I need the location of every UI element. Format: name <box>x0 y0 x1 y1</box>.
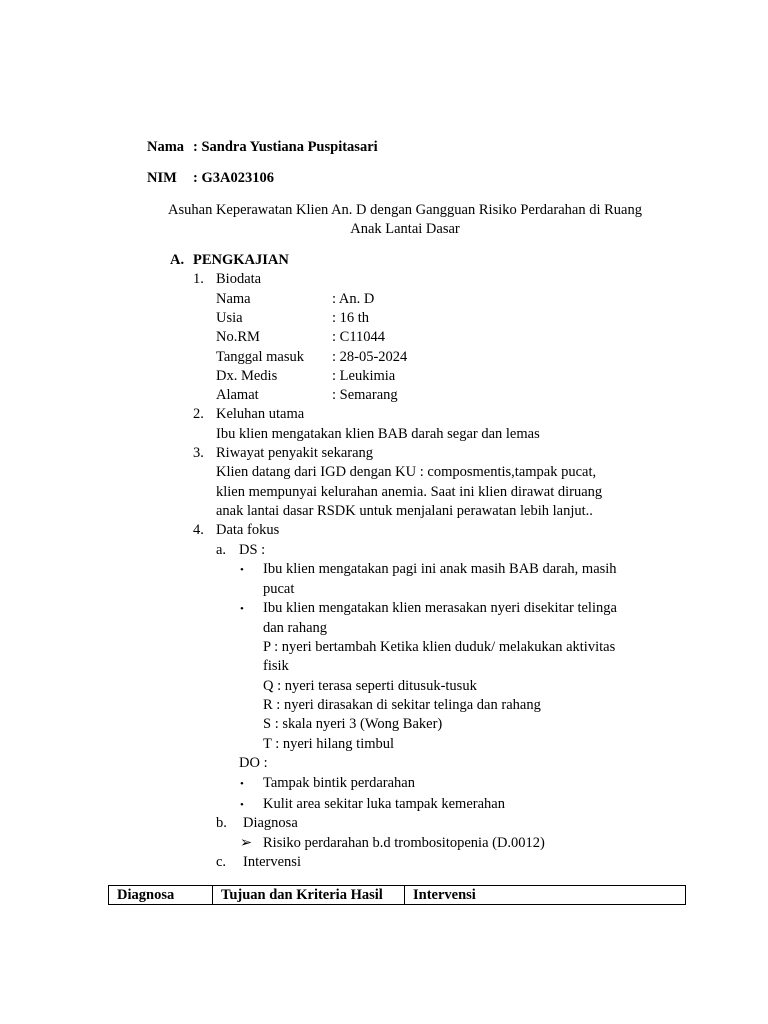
intervensi-heading: Intervensi <box>243 854 301 870</box>
biodata-value: : Leukimia <box>332 368 396 384</box>
pqrst-line: P : nyeri bertambah Ketika klien duduk/ melakukan aktivitas <box>263 639 616 655</box>
biodata-number: 1. <box>193 271 204 287</box>
diagnosa-item: Risiko perdarahan b.d trombositopenia (D.0012) <box>263 835 545 851</box>
do-label: DO : <box>239 755 268 771</box>
bullet-dot-icon: • <box>240 564 244 576</box>
document-title-line-2: Anak Lantai Dasar <box>350 221 460 237</box>
pqrst-line: T : nyeri hilang timbul <box>263 736 395 752</box>
ds-item-line: Ibu klien mengatakan klien merasakan nyeri disekitar telinga <box>263 600 617 616</box>
biodata-heading: Biodata <box>216 271 262 287</box>
table-header-row <box>109 886 686 905</box>
diagnosa-marker: b. <box>216 815 227 831</box>
section-a-marker: A. <box>170 252 185 268</box>
intervention-table <box>108 885 686 905</box>
intervensi-marker: c. <box>216 854 227 870</box>
ds-item-line: pucat <box>263 581 295 597</box>
keluhan-text: Ibu klien mengatakan klien BAB darah segar dan lemas <box>216 426 540 442</box>
pqrst-line: fisik <box>263 658 289 674</box>
biodata-label: Nama <box>216 291 251 307</box>
biodata-label: Usia <box>216 310 243 326</box>
student-nim-value: : G3A023106 <box>193 170 274 186</box>
ds-label: DS : <box>239 542 266 558</box>
bullet-dot-icon: • <box>240 778 244 790</box>
pqrst-line: S : skala nyeri 3 (Wong Baker) <box>263 716 443 732</box>
keluhan-heading: Keluhan utama <box>216 406 305 422</box>
section-a-heading: PENGKAJIAN <box>193 252 289 268</box>
keluhan-number: 2. <box>193 406 204 422</box>
data-fokus-number: 4. <box>193 522 204 538</box>
bullet-dot-icon: • <box>240 603 244 615</box>
pqrst-line: R : nyeri dirasakan di sekitar telinga dan rahang <box>263 697 541 713</box>
riwayat-text-line: klien mempunyai kelurahan anemia. Saat ini klien dirawat diruang <box>216 484 603 500</box>
biodata-label: No.RM <box>216 329 260 345</box>
biodata-value: : Semarang <box>332 387 398 403</box>
riwayat-number: 3. <box>193 445 204 461</box>
diagnosa-heading: Diagnosa <box>243 815 298 831</box>
do-item: Kulit area sekitar luka tampak kemerahan <box>263 796 505 812</box>
biodata-value: : An. D <box>332 291 375 307</box>
biodata-value: : C11044 <box>332 329 386 345</box>
biodata-label: Dx. Medis <box>216 368 278 384</box>
document-title-line-1: Asuhan Keperawatan Klien An. D dengan Gangguan Risiko Perdarahan di Ruang <box>168 202 642 218</box>
pqrst-line: Q : nyeri terasa seperti ditusuk-tusuk <box>263 678 477 694</box>
student-nim-label: NIM <box>147 170 177 186</box>
biodata-value: : 16 th <box>332 310 370 326</box>
table-header-diagnosa: Diagnosa <box>109 886 213 905</box>
ds-marker: a. <box>216 542 227 558</box>
table-header-intervensi: Intervensi <box>405 886 686 905</box>
bullet-dot-icon: • <box>240 799 244 811</box>
ds-item-line: Ibu klien mengatakan pagi ini anak masih BAB darah, masih <box>263 561 617 577</box>
do-item: Tampak bintik perdarahan <box>263 775 415 791</box>
ds-item-line: dan rahang <box>263 620 328 636</box>
riwayat-text-line: anak lantai dasar RSDK untuk menjalani perawatan lebih lanjut.. <box>216 503 593 519</box>
biodata-label: Alamat <box>216 387 259 403</box>
student-name-label: Nama <box>147 139 185 155</box>
riwayat-heading: Riwayat penyakit sekarang <box>216 445 374 461</box>
arrow-bullet-icon: ➢ <box>240 835 253 851</box>
biodata-label: Tanggal masuk <box>216 349 304 365</box>
table-header-tujuan: Tujuan dan Kriteria Hasil <box>213 886 405 905</box>
data-fokus-heading: Data fokus <box>216 522 280 538</box>
biodata-value: : 28-05-2024 <box>332 349 408 365</box>
student-name-value: : Sandra Yustiana Puspitasari <box>193 139 378 155</box>
riwayat-text-line: Klien datang dari IGD dengan KU : composmentis,tampak pucat, <box>216 464 597 480</box>
